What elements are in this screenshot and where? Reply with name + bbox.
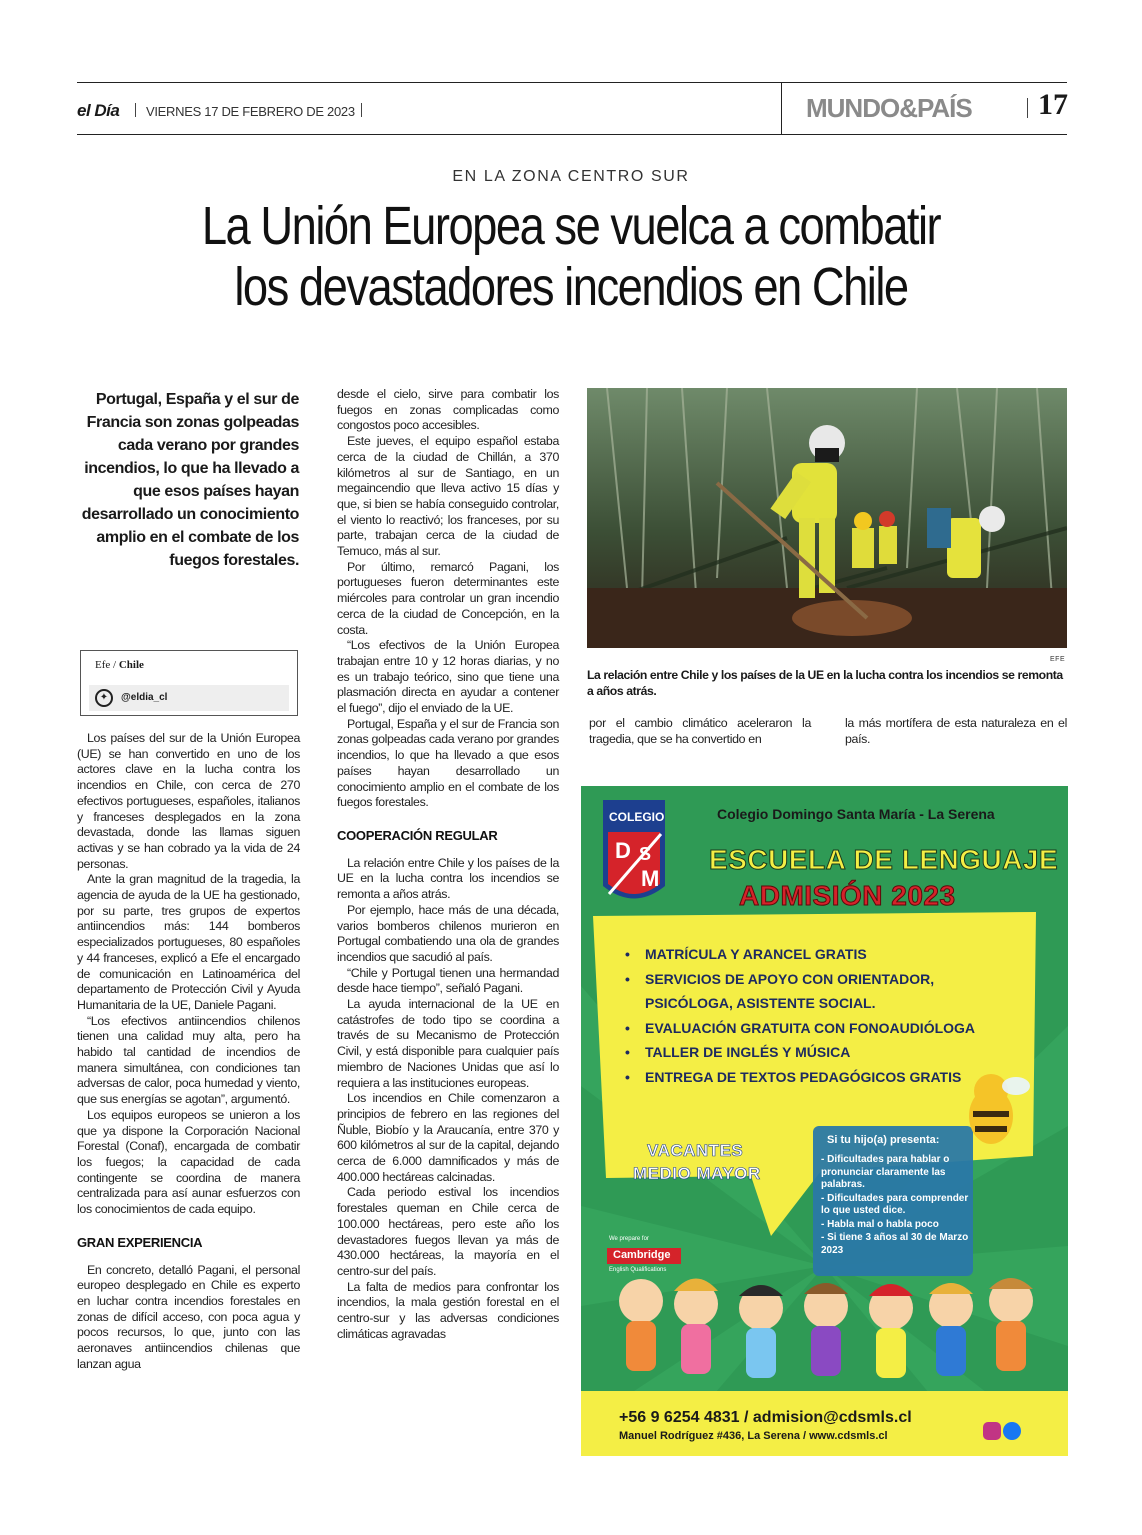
- social-handle: @eldia_cl: [121, 692, 168, 703]
- article-kicker: EN LA ZONA CENTRO SUR: [452, 168, 690, 185]
- school-badge-label: COLEGIO: [609, 810, 665, 824]
- school-name: Colegio Domingo Santa María - La Serena: [717, 806, 995, 822]
- article-column-4: [845, 716, 1067, 747]
- ad-benefit-text: SERVICIOS DE APOYO CON ORIENTADOR, PSICÓLOGA, ASISTENTE SOCIAL.: [645, 970, 935, 1011]
- byline-agency: [95, 659, 144, 671]
- section-name: MUNDO&PAÍS: [806, 93, 972, 123]
- twitter-icon: ✦: [95, 689, 113, 707]
- article-paragraph: La relación entre Chile y los países de la UE en la lucha contra los incendios se remonta a años atrás.: [337, 855, 559, 902]
- bullet-icon: •: [625, 1044, 630, 1060]
- cambridge-sub: English Qualifications: [609, 1267, 667, 1273]
- info-box-list: [821, 1154, 971, 1258]
- article-paragraph: Portugal, España y el sur de Francia son zonas golpeadas cada verano por grandes incendios, lo que ha llevado a que esos países hayan desarrollado un conocimiento amplio en el combate de los fuegos forestales.: [337, 716, 559, 810]
- bullet-icon: •: [625, 970, 630, 987]
- ad-benefit-item: [625, 967, 1015, 1016]
- issue-date: VIERNES 17 DE FEBRERO DE 2023: [146, 104, 355, 119]
- headline-line: los devastadores incendios en Chile: [234, 257, 908, 317]
- info-box-item: - Dificultades para comprender lo que usted dice.: [821, 1192, 969, 1216]
- contact-phone-email: +56 9 6254 4831 / admision@cdsmls.cl: [619, 1409, 912, 1426]
- header-pipe: [135, 103, 136, 117]
- header-divider: [781, 82, 782, 134]
- article-headline: [125, 196, 1017, 318]
- school-letter: S: [639, 844, 652, 864]
- ad-benefit-text: MATRÍCULA Y ARANCEL GRATIS: [645, 946, 867, 962]
- header-pipe: [361, 103, 362, 117]
- agency-name: Efe: [95, 659, 111, 671]
- article-paragraph: Ante la gran magnitud de la tragedia, la agencia de ayuda de la UE ha gestionado, por su parte, tres grupos de expertos antiincendios más: 144 bomberos especializados portugueses, 80 españoles y 44 franceses, explicó a Efe el encargado de comunicación en Latinoamérica del departamento de Protección Civil y Ayuda Humanitaria de la UE, Daniele Pagani.: [77, 872, 300, 1012]
- ad-benefit-item: [625, 1016, 1015, 1041]
- article-subhead: GRAN EXPERIENCIA: [77, 1234, 203, 1250]
- school-letter: D: [615, 838, 631, 863]
- byline-separator: /: [113, 659, 117, 671]
- byline-location: Chile: [118, 659, 144, 671]
- article-paragraph: En concreto, detalló Pagani, el personal europeo desplegado en Chile es experto en luchar contra incendios forestales en zonas de difícil acceso, con poca agua y pocos recursos, lo que, junto con las aeronaves antiincendios chilenas que lanzan agua: [77, 1262, 300, 1371]
- article-paragraph: Los países del sur de la Unión Europea (UE) se han convertido en uno de los actores clave en la lucha contra los incendios en Chile, con cerca de 270 efectivos portugueses, españoles, italianos y franceses desplegados en la zona devastada, donde las llamas siguen activas y se han cobrado ya la vida de 24 personas.: [77, 731, 300, 871]
- ad-subtitle: ADMISIÓN 2023: [739, 880, 956, 911]
- cambridge-logo: Cambridge: [613, 1249, 671, 1261]
- article-paragraph: Este jueves, el equipo español estaba cerca de la ciudad de Chillán, a 370 kilómetros al sur de Santiago, en un megaincendio que lleva activo 15 días y que, si bien se había conseguido controlar, el viento lo reactivó; los franceses, por su parte, trabajan cerca de la ciudad de Temuco, más al sur.: [337, 434, 559, 559]
- ad-benefit-list: [625, 942, 1015, 1089]
- page-number: 17: [1038, 88, 1068, 121]
- school-letter: M: [641, 866, 660, 891]
- school-advertisement: [581, 786, 1068, 1456]
- photo-caption: La relación entre Chile y los países de la UE en la lucha contra los incendios se remonta a años atrás.: [587, 668, 1063, 698]
- info-box-item: - Si tiene 3 años al 30 de Marzo 2023: [821, 1232, 969, 1256]
- article-paragraph: Por ejemplo, hace más de una década, varios bomberos chilenos murieron en Portugal combatiendo una ola de grandes incendios que sacudió al país.: [337, 902, 559, 964]
- bullet-icon: •: [625, 1068, 630, 1085]
- newspaper-brand: el Día: [77, 101, 120, 120]
- ad-benefit-item: [625, 1040, 1015, 1065]
- article-column-3: [589, 716, 811, 747]
- contact-address: Manuel Rodríguez #436, La Serena / www.cdsmls.cl: [619, 1430, 888, 1442]
- ad-benefit-item: [625, 1065, 1015, 1090]
- header-pipe: [1027, 98, 1028, 118]
- article-paragraph: desde el cielo, sirve para combatir los fuegos en zonas complicadas como congostos poco accesibles.: [337, 387, 559, 433]
- header-rule-bottom: [77, 134, 1067, 135]
- article-paragraph: “Chile y Portugal tienen una hermandad desde hace tiempo”, señaló Pagani.: [337, 965, 559, 996]
- ad-benefit-item: [625, 942, 1015, 967]
- article-paragraph: La falta de medios para confrontar los incendios, la mala gestión forestal en el centro-sur y las adversas condiciones climáticas agravadas: [337, 1279, 559, 1341]
- ad-benefit-text: TALLER DE INGLÉS Y MÚSICA: [645, 1044, 851, 1060]
- info-box-title: Si tu hijo(a) presenta:: [827, 1134, 940, 1146]
- headline-line: La Unión Europea se vuelca a combatir: [201, 196, 941, 256]
- article-paragraph: La ayuda internacional de la UE en catástrofes de todo tipo se coordina a través de su Mecanismo de Protección Civil, y está disponible para cualquier país miembro de Naciones Unidas que así lo requiera a las instituciones europeas.: [337, 997, 559, 1090]
- header-rule-top: [77, 82, 1067, 83]
- article-paragraph: Por último, remarcó Pagani, los portugueses fueron determinantes este miércoles para controlar un gran incendio cerca de la ciudad de Concepción, en la costa.: [337, 559, 559, 637]
- article-paragraph: Los equipos europeos se unieron a los que ya dispone la Corporación Nacional Forestal (Conaf), encargada de combatir los fuegos; la capacidad de cada contingente se coordina de manera centralizada para así aunar esfuerzos con los conocimientos de cada equipo.: [77, 1107, 300, 1217]
- vacancies-level: MEDIO MAYOR: [633, 1164, 761, 1183]
- article-paragraph: “Los efectivos antiincendios chilenos tienen una calidad muy alta, pero ha habido tal cantidad de incendios de manera simultánea, con condiciones tan adversas de calor, poca humedad y viento, que sus energías se agotan”, argumentó.: [77, 1013, 300, 1107]
- article-lead: Portugal, España y el sur de Francia son zonas golpeadas cada verano por grandes incendios, lo que ha llevado a que esos países hayan desarrollado un conocimiento amplio en el combate de los fuegos forestales.: [81, 391, 299, 569]
- ad-benefit-text: ENTREGA DE TEXTOS PEDAGÓGICOS GRATIS: [645, 1068, 962, 1085]
- article-column-1: [77, 731, 300, 1372]
- photo-credit: EFE: [1050, 656, 1066, 663]
- ad-title: ESCUELA DE LENGUAJE: [709, 844, 1059, 875]
- info-box-item: - Dificultades para hablar o pronunciar claramente las palabras.: [821, 1154, 950, 1190]
- cambridge-pre: We prepare for: [609, 1236, 649, 1242]
- article-paragraph: “Los efectivos de la Unión Europea trabajan entre 10 y 12 horas diarias, y no es un trabajo teórico, sino que tiene una plasmación directa en ayudar a contener el fuego”, dijo el enviado de la UE.: [337, 638, 559, 716]
- bullet-icon: •: [625, 946, 630, 962]
- vacancies-label: VACANTES: [647, 1141, 744, 1160]
- byline-box: [80, 650, 298, 716]
- article-paragraph: por el cambio climático aceleraron la tragedia, que se ha convertido en: [589, 716, 811, 746]
- ad-benefit-text: EVALUACIÓN GRATUITA CON FONOAUDIÓLOGA: [645, 1019, 976, 1036]
- article-paragraph: Cada periodo estival los incendios forestales queman en Chile cerca de 100.000 hectáreas, pero este año los devastadores fuegos llevan ya más de 430.000 hectáreas, la mayoría en el centro-sur del país.: [337, 1185, 559, 1278]
- social-bar: [89, 685, 289, 711]
- article-paragraph: la más mortífera de esta naturaleza en el país.: [845, 716, 1067, 746]
- firefighters-photo: [587, 388, 1067, 648]
- info-box-item: - Habla mal o habla poco: [821, 1218, 939, 1230]
- article-photo: [587, 388, 1067, 648]
- article-paragraph: Los incendios en Chile comenzaron a principios de febrero en las regiones del Ñuble, Biobío y la Araucanía, entre 370 y 600 kilómetros al sur de la capital, dejando cerca de 6.000 damnificados y más de 400.000 hectáreas calcinadas.: [337, 1091, 559, 1184]
- bullet-icon: •: [625, 1019, 630, 1036]
- article-column-2: [337, 387, 559, 1342]
- article-subhead: COOPERACIÓN REGULAR: [337, 827, 498, 843]
